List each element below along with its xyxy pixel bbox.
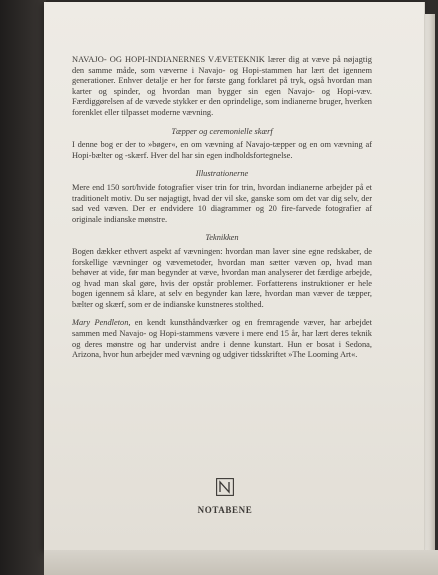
intro-paragraph: NAVAJO- OG HOPI-INDIANERNES VÆVETEKNIK lærer dig at væve på nøjagtig den samme måde, som væverne i Navajo- og Hopi-stammen har lært det igennem generationer. Enhver detalje er her for første gang forklaret på tryk, også hvordan man karter og spinder, og hvordan man bygger sin egen Navajo- og Hopi-væv. Færdiggørelsen af de vævede stykker er den oprindelige, som indianerne bruger, hverken forenklet eller tilpasset moderne vævning. [72, 55, 372, 117]
blurb-text [72, 55, 372, 361]
section-heading-2: Illustrationerne [195, 169, 249, 179]
section-body-3: Bogen dækker ethvert aspekt af vævningen: hvordan man laver sine egne redskaber, de forskellige vævninger og vævemetoder, hvordan man sætter væven op, hvad man behøver at vide, før man begynder at væve, hvordan man analyserer det færdige arbejde, og hvad man skal gøre, hvis der opstår problemer. Forfatterens instruktioner er hele bogen igennem så klare, at selv en begynder kan lære, hvordan man væver de tæpper, bælter og skærf, som er de indianske kunstneres stolthed. [72, 246, 372, 309]
section-body-2: Mere end 150 sort/hvide fotografier viser trin for trin, hvordan indianerne arbejder på et traditionelt motiv. Du ser nøjagtigt, hvad der vil ske, ganske som om det var dig selv, der sad ved væven. Der er endvidere 10 diagrammer og 20 fire-farvede fotografier af originale indianske mønstre. [72, 182, 372, 224]
author-bio: , en kendt kunsthåndværker og en fremragende væver, har arbejdet sammen med Navajo- og Hopi-stammens vævere i mere end 15 år, har lært deres teknik og deres mønstre og har undervist andre i denne kunstart. Hun er bosat i Sedona, Arizona, hvor hun arbejder med vævning og udgiver tidsskriftet »The Looming Art«. [72, 318, 372, 360]
section-heading-3: Teknikken [205, 233, 239, 243]
n-monogram-logo-icon [216, 478, 234, 496]
author-name: Mary Pendleton [72, 318, 129, 328]
left-shadow [0, 0, 46, 575]
author-paragraph [72, 318, 372, 360]
section-body-1: I denne bog er der to »bøger«, en om vævning af Navajo-tæpper og en om vævning af Hopi-bælter og -skærf. Hver del har sin egen indholdsfortegnelse. [72, 140, 372, 160]
table-surface [44, 550, 438, 575]
spacer [72, 310, 372, 318]
publisher-name: NOTABENE [197, 505, 253, 515]
section-heading-1: Tæpper og ceremonielle skærf [171, 126, 273, 136]
